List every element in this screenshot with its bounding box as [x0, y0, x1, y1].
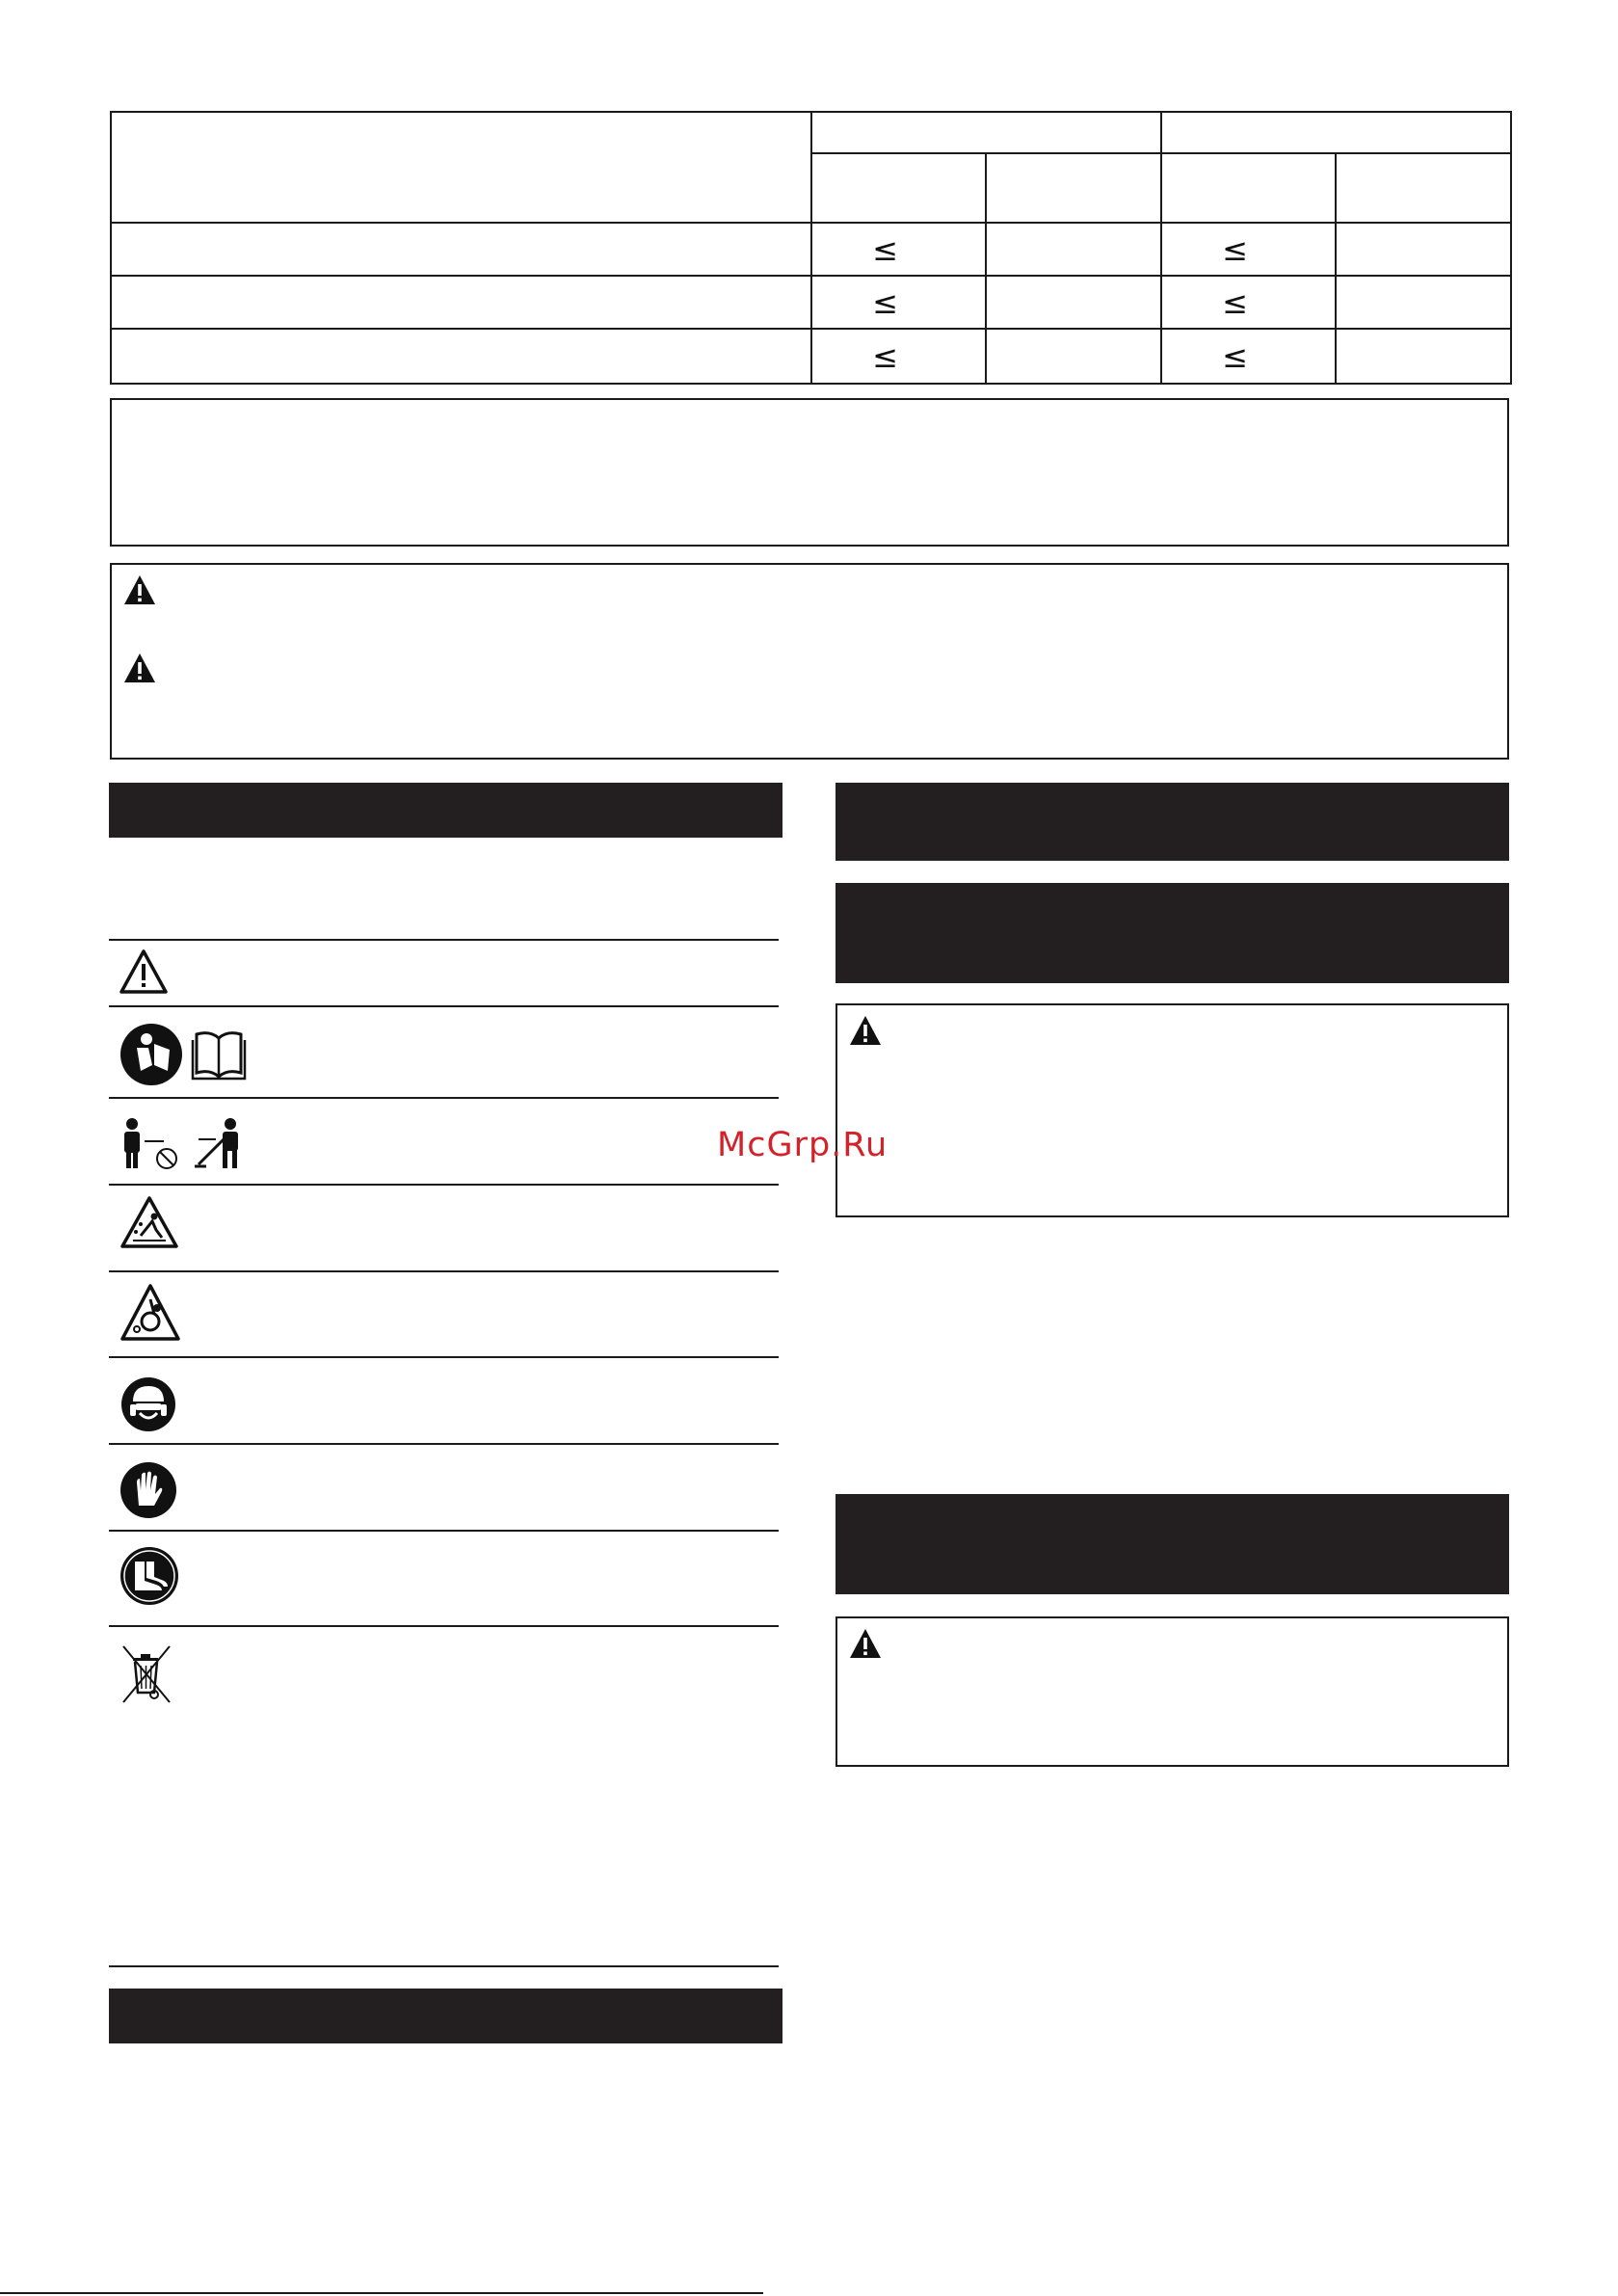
head-eye-ear-protection-icon [119, 1376, 177, 1432]
section-heading-bar [836, 883, 1509, 983]
warning-box [836, 1003, 1509, 1217]
table-row [111, 223, 1511, 276]
read-manual-icon [119, 1023, 254, 1086]
less-equal-sign: ≤ [1222, 337, 1248, 375]
table-cell [1336, 276, 1511, 329]
warning-icon [849, 1015, 882, 1046]
gloves-icon [119, 1461, 177, 1519]
less-equal-sign: ≤ [872, 337, 898, 375]
table-row [111, 276, 1511, 329]
table-cell [1161, 276, 1336, 329]
section-heading-bar [109, 1989, 782, 2043]
section-heading-bar [836, 1494, 1509, 1594]
table-header-cell [986, 153, 1161, 223]
note-box [110, 398, 1509, 547]
divider [109, 1965, 779, 1967]
table-cell [111, 329, 811, 384]
table-header-cell [111, 112, 811, 223]
keep-distance-icon [119, 1116, 245, 1172]
table-header-cell [811, 153, 986, 223]
table-cell [111, 223, 811, 276]
section-heading-bar [836, 783, 1509, 861]
divider [109, 1530, 779, 1532]
table-cell [986, 223, 1161, 276]
table-cell [986, 276, 1161, 329]
less-equal-sign: ≤ [1222, 230, 1248, 268]
warning-triangle-icon [119, 949, 168, 994]
divider [109, 1184, 779, 1186]
thrown-objects-icon [119, 1195, 179, 1249]
page-bottom-rule [0, 2292, 763, 2294]
table-cell [1161, 329, 1336, 384]
spec-table [110, 111, 1512, 385]
divider [109, 1356, 779, 1358]
table-cell [1336, 329, 1511, 384]
table-header-cell [1336, 153, 1511, 223]
table-header-cell [811, 112, 1161, 153]
warning-box [110, 563, 1509, 760]
table-cell [986, 329, 1161, 384]
table-header-cell [1161, 112, 1511, 153]
divider [109, 1270, 779, 1272]
divider [109, 939, 779, 941]
rotating-blade-icon [119, 1283, 181, 1343]
table-row [111, 329, 1511, 384]
boots-icon [119, 1546, 179, 1606]
crossed-bin-icon [119, 1644, 173, 1704]
table-cell [811, 329, 986, 384]
less-equal-sign: ≤ [1222, 283, 1248, 321]
warning-icon [123, 653, 156, 683]
watermark-text: McGrp.Ru [717, 1126, 889, 1164]
divider [109, 1443, 779, 1445]
divider [109, 1005, 779, 1007]
table-header-cell [1161, 153, 1336, 223]
table-cell [811, 223, 986, 276]
less-equal-sign: ≤ [872, 230, 898, 268]
less-equal-sign: ≤ [872, 283, 898, 321]
warning-box [836, 1616, 1509, 1767]
section-heading-bar [109, 783, 782, 838]
table-cell [1336, 223, 1511, 276]
warning-icon [123, 574, 156, 605]
divider [109, 1625, 779, 1627]
warning-icon [849, 1628, 882, 1659]
table-cell [1161, 223, 1336, 276]
table-cell [811, 276, 986, 329]
divider [109, 1097, 779, 1099]
table-cell [111, 276, 811, 329]
